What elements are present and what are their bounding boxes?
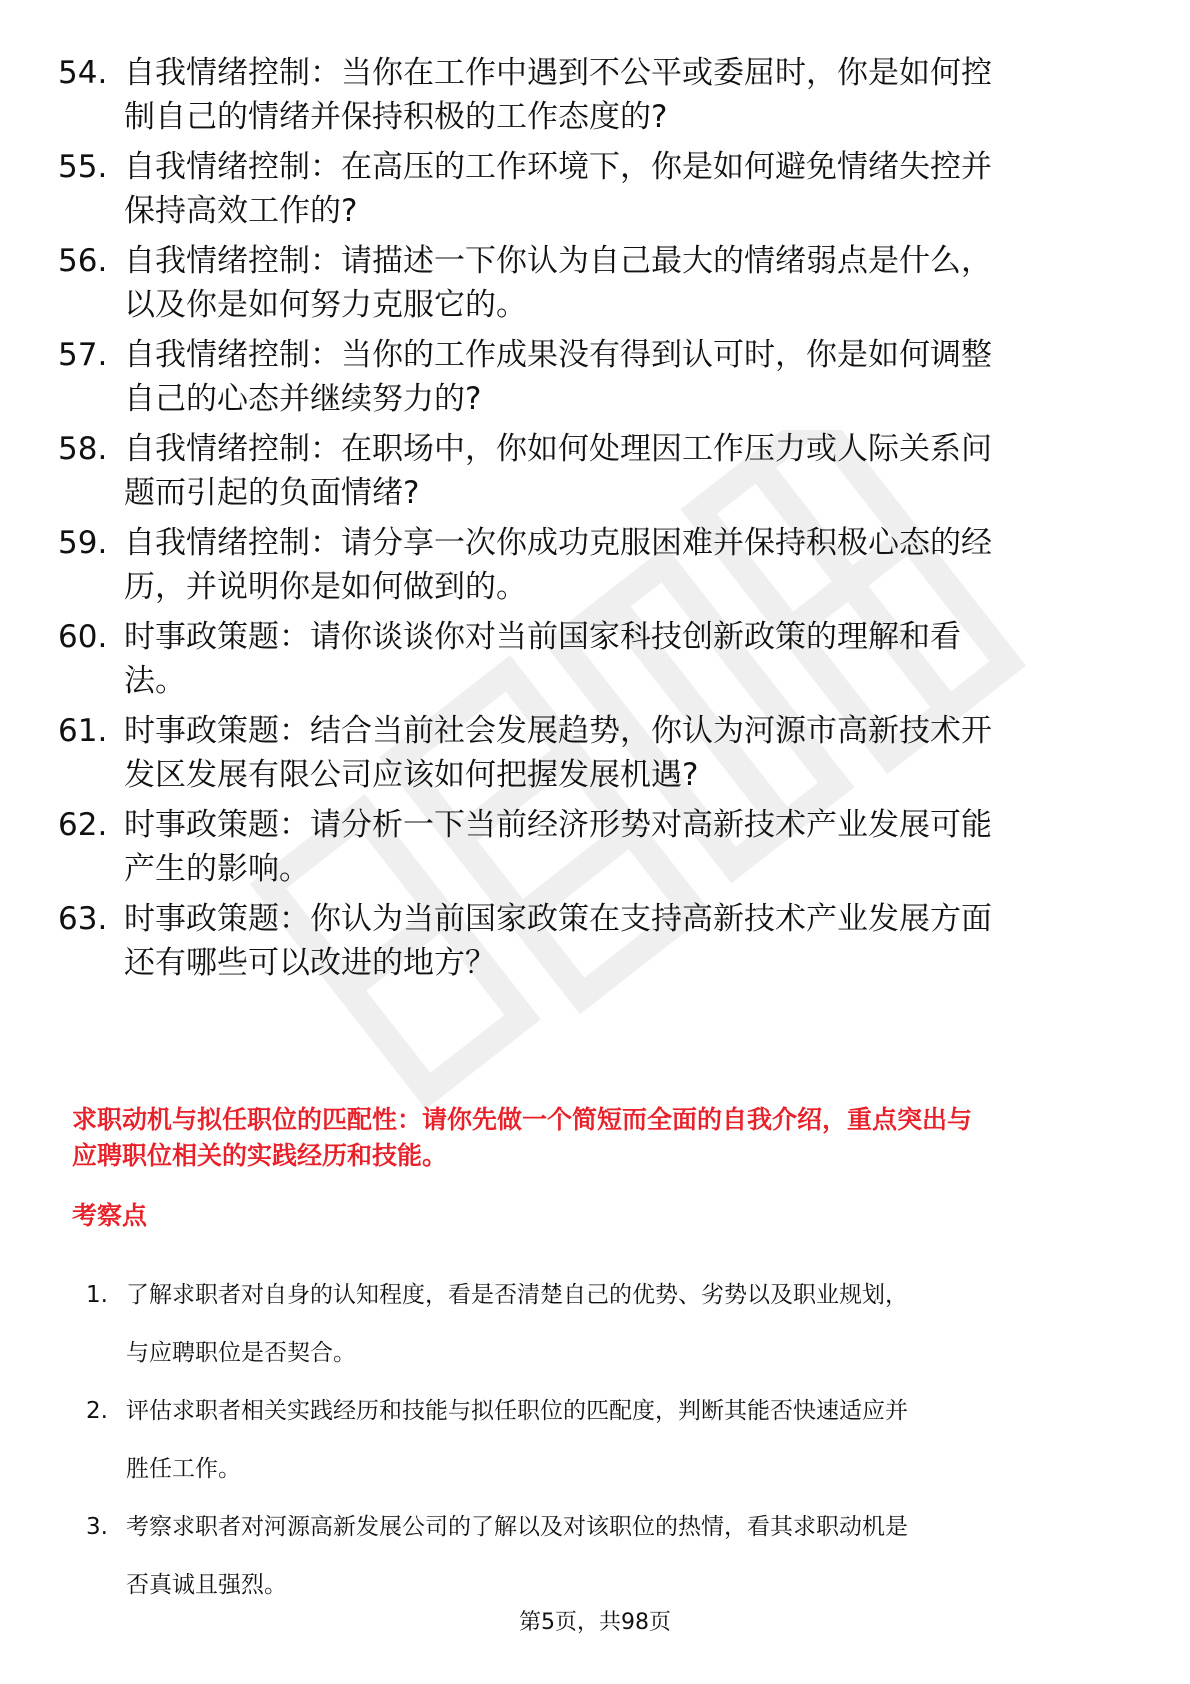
question-line: 产生的影响。 [124, 851, 310, 887]
question-line: 法。 [124, 663, 186, 699]
point-line: 了解求职者对自身的认知程度，看是否清楚自己的优势、劣势以及职业规划， [126, 1282, 908, 1308]
page-number-footer: 第5页，共98页 [519, 1610, 671, 1635]
question-line: 自己的心态并继续努力的? [124, 381, 482, 417]
point-text [126, 1498, 1126, 1614]
question-number: 58. [58, 431, 108, 467]
assessment-points-heading: 考察点 [72, 1201, 148, 1230]
question-text [124, 709, 1174, 797]
question-line: 自我情绪控制：当你的工作成果没有得到认可时，你是如何调整 [124, 337, 992, 373]
point-line: 否真诚且强烈。 [126, 1572, 287, 1598]
question-line: 制自己的情绪并保持积极的工作态度的? [124, 99, 668, 135]
question-number: 55. [58, 149, 108, 185]
point-line: 胜任工作。 [126, 1456, 241, 1482]
question-line: 自我情绪控制：请分享一次你成功克服困难并保持积极心态的经 [124, 525, 992, 561]
question-line: 自我情绪控制：当你在工作中遇到不公平或委屈时，你是如何控 [124, 55, 992, 91]
question-text [124, 239, 1174, 327]
point-number: 2. [86, 1398, 108, 1424]
question-line: 自我情绪控制：请描述一下你认为自己最大的情绪弱点是什么， [124, 243, 992, 279]
question-number: 62. [58, 807, 108, 843]
question-number: 54. [58, 55, 108, 91]
question-text [124, 897, 1174, 985]
question-number: 57. [58, 337, 108, 373]
question-line: 还有哪些可以改进的地方？ [124, 945, 496, 981]
question-number: 60. [58, 619, 108, 655]
question-number: 61. [58, 713, 108, 749]
question-line: 发区发展有限公司应该如何把握发展机遇? [124, 757, 699, 793]
question-line: 题而引起的负面情绪? [124, 475, 420, 511]
question-line: 历，并说明你是如何做到的。 [124, 569, 527, 605]
question-line: 时事政策题：请你谈谈你对当前国家科技创新政策的理解和看 [124, 619, 961, 655]
question-line: 保持高效工作的? [124, 193, 358, 229]
question-line: 时事政策题：结合当前社会发展趋势，你认为河源市高新技术开 [124, 713, 992, 749]
question-text [124, 427, 1174, 515]
point-line: 评估求职者相关实践经历和技能与拟任职位的匹配度，判断其能否快速适应并 [126, 1398, 908, 1424]
question-line: 时事政策题：请分析一下当前经济形势对高新技术产业发展可能 [124, 807, 992, 843]
question-text [124, 51, 1174, 139]
section-heading-line: 求职动机与拟任职位的匹配性：请你先做一个简短而全面的自我介绍，重点突出与 [72, 1105, 973, 1134]
point-number: 3. [86, 1514, 108, 1540]
point-text [126, 1266, 1126, 1382]
question-number: 56. [58, 243, 108, 279]
question-line: 自我情绪控制：在职场中，你如何处理因工作压力或人际关系问 [124, 431, 992, 467]
question-line: 时事政策题：你认为当前国家政策在支持高新技术产业发展方面 [124, 901, 992, 937]
question-text [124, 615, 1174, 703]
section-heading [72, 1102, 1122, 1174]
question-text [124, 803, 1174, 891]
question-text [124, 521, 1174, 609]
point-line: 考察求职者对河源高新发展公司的了解以及对该职位的热情，看其求职动机是 [126, 1514, 908, 1540]
point-text [126, 1382, 1126, 1498]
point-number: 1. [86, 1282, 108, 1308]
question-line: 以及你是如何努力克服它的。 [124, 287, 527, 323]
question-number: 59. [58, 525, 108, 561]
point-line: 与应聘职位是否契合。 [126, 1340, 356, 1366]
question-text [124, 333, 1174, 421]
section-heading-line: 应聘职位相关的实践经历和技能。 [72, 1141, 448, 1170]
question-text [124, 145, 1174, 233]
question-line: 自我情绪控制：在高压的工作环境下，你是如何避免情绪失控并 [124, 149, 992, 185]
question-number: 63. [58, 901, 108, 937]
